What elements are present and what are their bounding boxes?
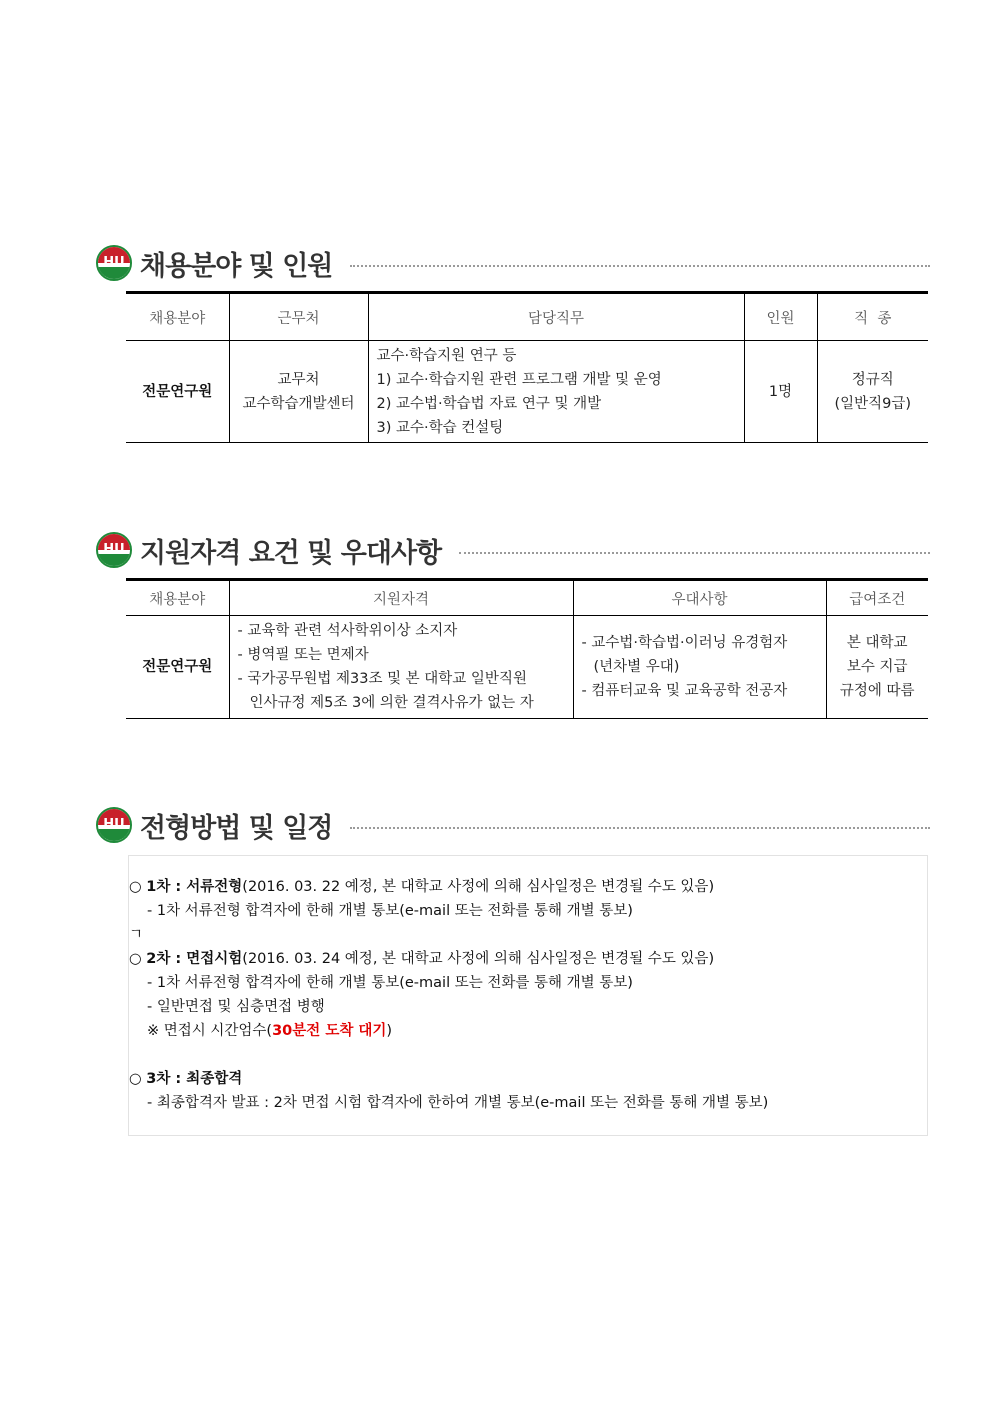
- step3-line: [129, 1067, 242, 1091]
- hu-university-logo-icon: [96, 245, 132, 281]
- preference-line: - 컴퓨터교육 및 교육공학 전공자: [581, 683, 788, 699]
- step1-line: [129, 875, 714, 899]
- section-heading: 지원자격 요건 및 우대사항: [140, 537, 442, 569]
- svg-text:HU: HU: [103, 542, 125, 557]
- table-row: [126, 616, 928, 719]
- header-duties: 담당직무: [368, 293, 744, 341]
- svg-text:HU: HU: [103, 255, 125, 270]
- recruitment-table: [126, 291, 928, 443]
- step2-notice: [147, 1019, 392, 1043]
- type-line: (일반직9급): [834, 395, 912, 412]
- preference-line: (년차별 우대): [593, 659, 680, 675]
- notice-suffix: ): [386, 1023, 393, 1039]
- dotted-divider: [350, 265, 930, 267]
- salary-line: 규정에 따름: [839, 683, 915, 699]
- salary-line: 보수 지급: [846, 659, 908, 675]
- stray-mark: ㄱ: [129, 927, 144, 943]
- duty-line: 2) 교수법·학습법 자료 연구 및 개발: [376, 395, 602, 412]
- header-qualifications: 지원자격: [229, 580, 573, 616]
- header-workplace: 근무처: [229, 293, 368, 341]
- dotted-divider: [459, 552, 930, 554]
- step3-sub: - 최종합격자 발표 : 2차 면접 시험 합격자에 한하여 개별 통보(e-mail 또는 전화를 통해 개별 통보): [147, 1095, 769, 1111]
- workplace-line: 교수학습개발센터: [242, 395, 355, 412]
- cell-qualifications: [229, 616, 573, 719]
- header-field: 채용분야: [126, 580, 229, 616]
- cell-type: [817, 341, 928, 443]
- section-title-selection: [96, 805, 930, 845]
- svg-text:HU: HU: [103, 817, 125, 832]
- section-heading: 전형방법 및 일정: [140, 812, 333, 844]
- circle-bullet-icon: ○: [129, 951, 142, 967]
- table-row: [126, 341, 928, 443]
- header-field: 채용분야: [126, 293, 229, 341]
- step2-sub1: - 1차 서류전형 합격자에 한해 개별 통보(e-mail 또는 전화를 통해 개별 통보): [147, 975, 633, 991]
- section-title-qualifications: [96, 530, 930, 570]
- cell-field: 전문연구원: [126, 616, 229, 719]
- qualification-line: 인사규정 제5조 3에 의한 결격사유가 없는 자: [249, 695, 534, 711]
- step1-sub: - 1차 서류전형 합격자에 한해 개별 통보(e-mail 또는 전화를 통해 개별 통보): [147, 903, 633, 919]
- hu-university-logo-icon: [96, 532, 132, 568]
- dotted-divider: [350, 827, 930, 829]
- preference-line: - 교수법·학습법·이러닝 유경험자: [581, 635, 788, 651]
- step2-note: (2016. 03. 24 예정, 본 대학교 사정에 의해 심사일정은 변경될 수도 있음): [242, 951, 715, 967]
- header-type: 직 종: [817, 293, 928, 341]
- notice-prefix: ※ 면접시 시간엄수(: [147, 1023, 273, 1039]
- page-title: 채용분야 및 인원: [140, 250, 333, 282]
- hu-university-logo-icon: [96, 807, 132, 843]
- salary-line: 본 대학교: [846, 635, 908, 651]
- header-count: 인원: [744, 293, 817, 341]
- cell-preferences: [573, 616, 826, 719]
- qualifications-table: [126, 578, 928, 719]
- cell-count: 1명: [744, 341, 817, 443]
- step3-label: 3차 : 최종합격: [146, 1071, 243, 1087]
- header-salary: 급여조건: [826, 580, 928, 616]
- step1-note: (2016. 03. 22 예정, 본 대학교 사정에 의해 심사일정은 변경될 수도 있음): [242, 879, 715, 895]
- section-title-recruitment: [96, 243, 930, 283]
- workplace-line: 교무처: [277, 371, 320, 388]
- header-preferences: 우대사항: [573, 580, 826, 616]
- circle-bullet-icon: ○: [129, 1071, 142, 1087]
- qualification-line: - 교육학 관련 석사학위이상 소지자: [237, 623, 458, 639]
- notice-emphasis: 30분전 도착 대기: [272, 1023, 387, 1039]
- duty-line: 3) 교수·학습 컨설팅: [376, 419, 504, 436]
- step2-label: 2차 : 면접시험: [146, 951, 243, 967]
- circle-bullet-icon: ○: [129, 879, 142, 895]
- cell-salary: [826, 616, 928, 719]
- qualification-line: - 병역필 또는 면제자: [237, 647, 369, 663]
- step2-line: [129, 947, 714, 971]
- cell-field: 전문연구원: [126, 341, 229, 443]
- cell-workplace: [229, 341, 368, 443]
- cell-duties: [368, 341, 744, 443]
- qualification-line: - 국가공무원법 제33조 및 본 대학교 일반직원: [237, 671, 527, 687]
- duty-line: 1) 교수·학습지원 관련 프로그램 개발 및 운영: [376, 371, 662, 388]
- duty-line: 교수·학습지원 연구 등: [376, 347, 517, 364]
- selection-schedule-box: [128, 855, 928, 1136]
- step1-label: 1차 : 서류전형: [146, 879, 243, 895]
- type-line: 정규직: [851, 371, 894, 388]
- step2-sub2: - 일반면접 및 심층면접 병행: [147, 999, 325, 1015]
